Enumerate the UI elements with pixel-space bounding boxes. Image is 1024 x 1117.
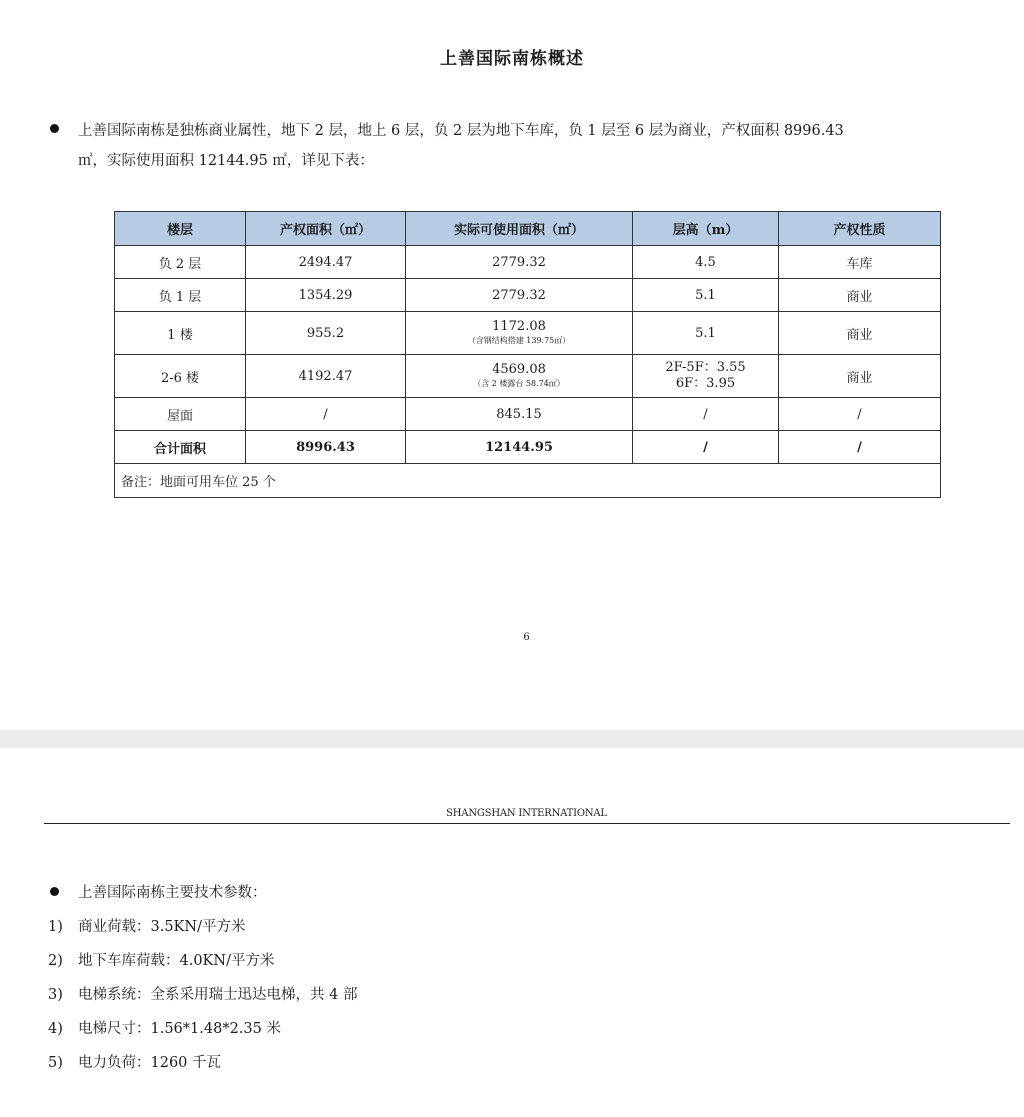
cell-height: 4.5 bbox=[633, 246, 779, 279]
table-header-row bbox=[115, 212, 941, 246]
cell-type: / bbox=[779, 431, 941, 464]
cell-floor: 2-6 楼 bbox=[115, 355, 246, 398]
cell-usable bbox=[406, 355, 633, 398]
cell-usable: 2779.32 bbox=[406, 246, 633, 279]
list-item bbox=[48, 944, 357, 978]
list-item-number: 5) bbox=[48, 1055, 63, 1071]
page-number: 6 bbox=[523, 632, 530, 643]
intro-line-2: ㎡，实际使用面积 12144.95 ㎡，详见下表： bbox=[78, 153, 374, 169]
tech-heading: 上善国际南栋主要技术参数： bbox=[78, 885, 267, 901]
document-title: 上善国际南栋概述 bbox=[440, 49, 584, 69]
list-item bbox=[48, 1046, 357, 1080]
cell-type: 商业 bbox=[779, 355, 941, 398]
list-item bbox=[48, 910, 357, 944]
intro-paragraph bbox=[48, 116, 1008, 176]
intro-line-1: 上善国际南栋是独栋商业属性，地下 2 层，地上 6 层，负 2 层为地下车库，负 1 层至 6 层为商业，产权面积 8996.43 bbox=[78, 123, 844, 139]
cell-area: 2494.47 bbox=[246, 246, 406, 279]
cell-usable-note: （含钢结构搭建 139.75㎡） bbox=[467, 336, 571, 345]
header-height: 层高（m） bbox=[633, 212, 779, 246]
table-row bbox=[115, 355, 941, 398]
tech-heading-row bbox=[48, 876, 357, 910]
tech-params-list bbox=[48, 876, 357, 1080]
cell-floor: 合计面积 bbox=[115, 431, 246, 464]
cell-type: 商业 bbox=[779, 312, 941, 355]
cell-area: 8996.43 bbox=[246, 431, 406, 464]
list-item-number: 4) bbox=[48, 1021, 63, 1037]
table-note: 备注：地面可用车位 25 个 bbox=[115, 464, 941, 498]
cell-area: 4192.47 bbox=[246, 355, 406, 398]
header-floor: 楼层 bbox=[115, 212, 246, 246]
cell-usable-value: 1172.08 bbox=[492, 319, 546, 334]
cell-height: / bbox=[633, 431, 779, 464]
list-item-number: 3) bbox=[48, 987, 63, 1003]
cell-height-line-1: 2F-5F：3.55 bbox=[665, 360, 746, 375]
list-item-text: 地下车库荷载：4.0KN/平方米 bbox=[78, 953, 275, 969]
page-separator bbox=[0, 730, 1024, 748]
list-item-text: 商业荷载：3.5KN/平方米 bbox=[78, 919, 246, 935]
cell-usable bbox=[406, 312, 633, 355]
cell-type: / bbox=[779, 398, 941, 431]
list-item-number: 1) bbox=[48, 919, 63, 935]
list-item-text: 电梯系统：全系采用瑞士迅达电梯，共 4 部 bbox=[78, 987, 358, 1003]
cell-area: / bbox=[246, 398, 406, 431]
cell-usable: 12144.95 bbox=[406, 431, 633, 464]
running-header: SHANGSHAN INTERNATIONAL bbox=[446, 808, 607, 819]
table-row bbox=[115, 312, 941, 355]
cell-usable-note: （含 2 楼露台 58.74㎡） bbox=[473, 379, 565, 388]
table-row bbox=[115, 398, 941, 431]
cell-floor: 屋面 bbox=[115, 398, 246, 431]
cell-type: 车库 bbox=[779, 246, 941, 279]
header-usable: 实际可使用面积（㎡） bbox=[406, 212, 633, 246]
cell-height bbox=[633, 355, 779, 398]
header-type: 产权性质 bbox=[779, 212, 941, 246]
cell-height: / bbox=[633, 398, 779, 431]
list-item-text: 电力负荷：1260 千瓦 bbox=[78, 1055, 222, 1071]
table-note-row bbox=[115, 464, 941, 498]
table-row bbox=[115, 246, 941, 279]
cell-usable-value: 4569.08 bbox=[492, 362, 546, 377]
cell-usable: 2779.32 bbox=[406, 279, 633, 312]
cell-floor: 负 2 层 bbox=[115, 246, 246, 279]
cell-floor: 1 楼 bbox=[115, 312, 246, 355]
cell-area: 1354.29 bbox=[246, 279, 406, 312]
cell-height: 5.1 bbox=[633, 312, 779, 355]
cell-height-line-2: 6F：3.95 bbox=[675, 376, 736, 391]
list-item-number: 2) bbox=[48, 953, 63, 969]
cell-type: 商业 bbox=[779, 279, 941, 312]
header-area: 产权面积（㎡） bbox=[246, 212, 406, 246]
header-divider bbox=[44, 823, 1010, 824]
area-table bbox=[114, 211, 941, 498]
table-total-row bbox=[115, 431, 941, 464]
cell-area: 955.2 bbox=[246, 312, 406, 355]
table-row bbox=[115, 279, 941, 312]
cell-height: 5.1 bbox=[633, 279, 779, 312]
list-item-text: 电梯尺寸：1.56*1.48*2.35 米 bbox=[78, 1021, 281, 1037]
cell-floor: 负 1 层 bbox=[115, 279, 246, 312]
cell-usable: 845.15 bbox=[406, 398, 633, 431]
list-item bbox=[48, 1012, 357, 1046]
list-item bbox=[48, 978, 357, 1012]
